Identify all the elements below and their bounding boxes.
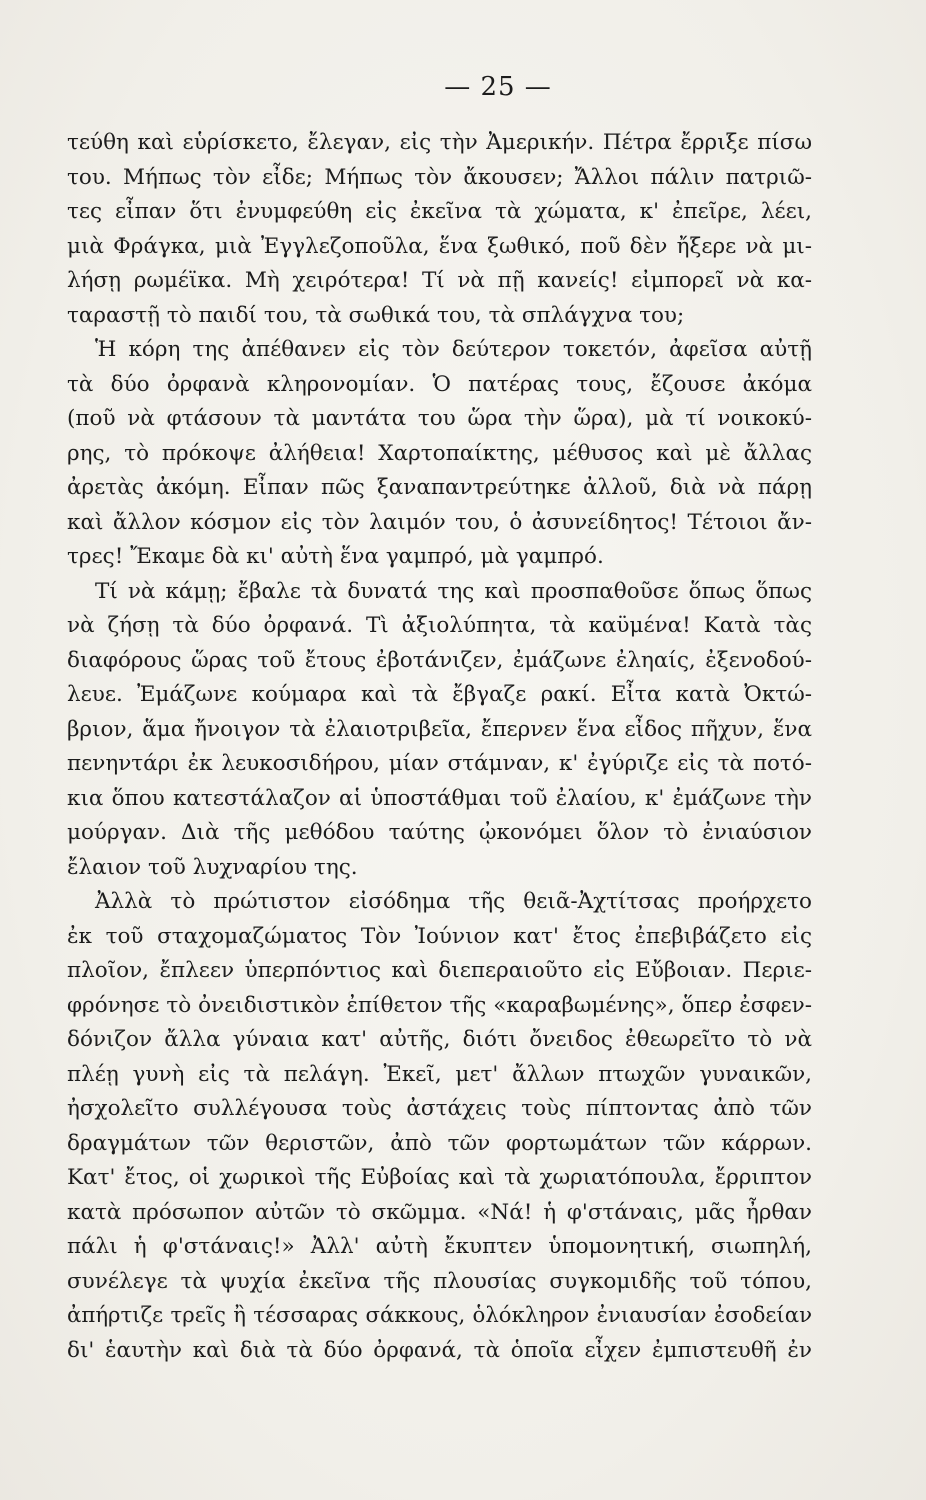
text-line: τρες! Ἔκαμε δὰ κι' αὐτὴ ἕνα γαμπρό, μὰ γαμπρό.	[67, 544, 604, 569]
text-line: Τί νὰ κάμῃ; ἔβαλε τὰ δυνατά της καὶ προσπαθοῦσε ὅπως ὅπως	[95, 578, 812, 604]
text-line: μούργαν. Διὰ τῆς μεθόδου ταύτης ᾠκονόμει ὅλον τὸ ἐνιαύσιον	[67, 820, 812, 845]
text-line: ἀπήρτιζε τρεῖς ἢ τέσσαρας σάκκους, ὁλόκληρον ἐνιαυσίαν ἐσοδείαν	[67, 1303, 812, 1328]
text-line: ταραστῇ τὸ παιδί του, τὰ σωθικά του, τὰ σπλάγχνα του;	[67, 302, 685, 328]
text-line: Ἀλλὰ τὸ πρώτιστον εἰσόδημα τῆς θειᾶ-Ἀχτίτσας προήρχετο	[95, 889, 812, 914]
text-line: πλέῃ γυνὴ εἰς τὰ πελάγη. Ἐκεῖ, μετ' ἄλλων πτωχῶν γυναικῶν,	[67, 1061, 812, 1087]
text-line: Ἡ κόρη της ἀπέθανεν εἰς τὸν δεύτερον τοκετόν, ἀφεῖσα αὐτῇ	[95, 337, 812, 362]
text-line: συνέλεγε τὰ ψυχία ἐκεῖνα τῆς πλουσίας συγκομιδῆς τοῦ τόπου,	[67, 1268, 812, 1294]
text-line: ἔλαιον τοῦ λυχναρίου της.	[67, 854, 358, 880]
text-line: ἠσχολεῖτο συλλέγουσα τοὺς ἀστάχεις τοὺς πίπτοντας ἀπὸ τῶν	[67, 1096, 812, 1121]
text-line: ἐκ τοῦ σταχομαζώματος Τὸν Ἰούνιον κατ' ἔτος ἐπεβιβάζετο εἰς	[67, 923, 812, 949]
text-line: δόνιζον ἄλλα γύναια κατ' αὐτῆς, διότι ὄνειδος ἐθεωρεῖτο τὸ νὰ	[67, 1027, 812, 1052]
text-line: πάλι ἡ φ'στάναις!» Ἀλλ' αὐτὴ ἔκυπτεν ὑπομονητική, σιωπηλή,	[67, 1234, 812, 1259]
text-line: φρόνησε τὸ ὀνειδιστικὸν ἐπίθετον τῆς «καραβωμένης», ὅπερ ἐσφεν-	[67, 992, 812, 1018]
text-line: καὶ ἄλλον κόσμον εἰς τὸν λαιμόν του, ὁ ἀσυνείδητος! Τέτοιοι ἄν-	[67, 509, 812, 535]
text-line: (ποῦ νὰ φτάσουν τὰ μαντάτα του ὥρα τὴν ὥρα), μὰ τί νοικοκύ-	[67, 406, 812, 431]
text-line: τεύθη καὶ εὑρίσκετο, ἔλεγαν, εἰς τὴν Ἀμερικήν. Πέτρα ἔρριξε πίσω	[67, 130, 812, 155]
text-line: πενηντάρι ἐκ λευκοσιδήρου, μίαν στάμναν, κ' ἐγύριζε εἰς τὰ ποτό-	[67, 751, 812, 776]
text-line: λευε. Ἐμάζωνε κούμαρα καὶ τὰ ἔβγαζε ρακί. Εἶτα κατὰ Ὀκτώ-	[67, 682, 812, 707]
text-line: δι' ἑαυτὴν καὶ διὰ τὰ δύο ὀρφανά, τὰ ὁποῖα εἶχεν ἐμπιστευθῆ ἐν	[67, 1337, 812, 1363]
text-line: βριον, ἅμα ἤνοιγον τὰ ἐλαιοτριβεῖα, ἔπερνεν ἕνα εἶδος πῆχυν, ἕνα	[67, 716, 812, 742]
text-line: μιὰ Φράγκα, μιὰ Ἐγγλεζοποῦλα, ἕνα ξωθικό, ποῦ δὲν ἤξερε νὰ μι-	[67, 233, 812, 259]
body-text	[67, 126, 812, 1368]
text-line: δραγμάτων τῶν θεριστῶν, ἀπὸ τῶν φορτωμάτων τῶν κάρρων.	[67, 1130, 812, 1156]
text-line: Κατ' ἔτος, οἱ χωρικοὶ τῆς Εὐβοίας καὶ τὰ χωριατόπουλα, ἔρριπτον	[67, 1165, 812, 1190]
text-line: κια ὅπου κατεστάλαζον αἱ ὑποστάθμαι τοῦ ἐλαίου, κ' ἐμάζωνε τὴν	[67, 785, 812, 811]
text-line: του. Μήπως τὸν εἶδε; Μήπως τὸν ἄκουσεν; Ἄλλοι πάλιν πατριῶ-	[67, 164, 812, 190]
text-line: νὰ ζήσῃ τὰ δύο ὀρφανά. Τὶ ἀξιολύπητα, τὰ καϋμένα! Κατὰ τὰς	[67, 613, 812, 638]
text-line: κατὰ πρόσωπον αὐτῶν τὸ σκῶμμα. «Νά! ἡ φ'στάναις, μᾶς ἦρθαν	[67, 1199, 812, 1225]
page-number: — 25 —	[444, 72, 552, 102]
text-line: τὰ δύο ὀρφανὰ κληρονομίαν. Ὁ πατέρας τους, ἔζουσε ἀκόμα	[67, 371, 812, 397]
text-line: ρης, τὸ πρόκοψε ἀλήθεια! Χαρτοπαίκτης, μέθυσος καὶ μὲ ἄλλας	[67, 440, 812, 466]
text-line: ἀρετὰς ἀκόμη. Εἶπαν πῶς ξαναπαντρεύτηκε ἀλλοῦ, διὰ νὰ πάρῃ	[67, 475, 812, 500]
text-line: λήσῃ ρωμέϊκα. Μὴ χειρότερα! Τί νὰ πῇ κανείς! εἰμπορεῖ νὰ κα-	[67, 268, 812, 293]
text-line: τες εἶπαν ὅτι ἐνυμφεύθη εἰς ἐκεῖνα τὰ χώματα, κ' ἐπεῖρε, λέει,	[67, 199, 812, 224]
text-line: διαφόρους ὥρας τοῦ ἔτους ἐβοτάνιζεν, ἐμάζωνε ἐληαίς, ἐξενοδού-	[67, 647, 812, 673]
text-line: πλοῖον, ἔπλεεν ὑπερπόντιος καὶ διεπεραιοῦτο εἰς Εὔβοιαν. Περιε-	[67, 958, 812, 983]
